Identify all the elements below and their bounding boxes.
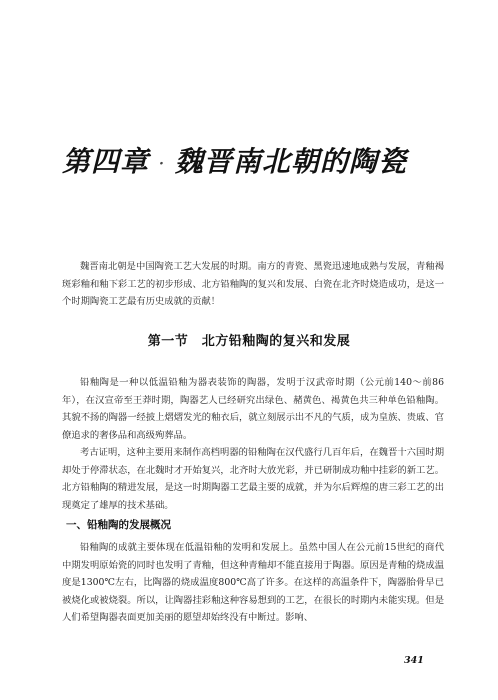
chapter-label: 第四章 (62, 145, 150, 178)
subsection-paragraph: 铅釉陶的成就主要体现在低温铅釉的发明和发展上。虽然中国人在公元前15世纪的商代中期发明原始瓷的同时也发明了青釉，但这种青釉却不能直接用于陶器。原因是青釉的烧成温度是1300℃左右，比陶器的烧成温度800℃高了许多。在这样的高温条件下，陶器胎骨早已被烧化或被烧裂。所以，让陶器挂彩釉这种容易想到的工艺，在很长的时期内未能实现。但是人们希望陶器表面更加美丽的愿望却始终没有中断过。影响、 (62, 542, 444, 624)
chapter-title-separator: · (159, 155, 165, 172)
subsection-title: 一、铅釉陶的发展概况 (66, 519, 171, 531)
intro-paragraph: 魏晋南北朝是中国陶瓷工艺大发展的时期。南方的青瓷、黑瓷迅速地成熟与发展，青釉褐斑彩釉和釉下彩工艺的初步形成、北方铅釉陶的复兴和发展、白瓷在北齐时烧造成功，是这一个时期陶瓷工艺最有历史成就的贡献！ (62, 261, 444, 308)
page-number: 341 (404, 655, 424, 666)
chapter-title-text: 魏晋南北朝的陶瓷 (174, 145, 407, 178)
section-paragraph-1: 铅釉陶是一种以低温铅釉为器表装饰的陶器，发明于汉武帝时期（公元前140～前86年），在汉宣帝至王莽时期，陶器艺人已经研究出绿色、赭黄色、褐黄色共三种单色铅釉陶。其貌不扬的陶器一经披上熠熠发光的釉衣后，就立刻展示出不凡的气质，成为皇族、贵戚、官僚追求的奢侈品和高级殉葬品。 (62, 377, 444, 441)
chapter-title (62, 140, 442, 180)
section-paragraph-2: 考古证明，这种主要用来制作高档明器的铅釉陶在汉代盛行几百年后，在魏晋十六国时期却处于停滞状态，在北魏时才开始复兴，北齐时大放光彩，并已研制成功釉中挂彩的新工艺。北方铅釉陶的精进发展，是这一时期陶器工艺最主要的成就，并为尔后辉煌的唐三彩工艺的出现奠定了雄厚的技术基础。 (62, 447, 444, 511)
section-title: 第一节 北方铅釉陶的复兴和发展 (147, 334, 351, 349)
